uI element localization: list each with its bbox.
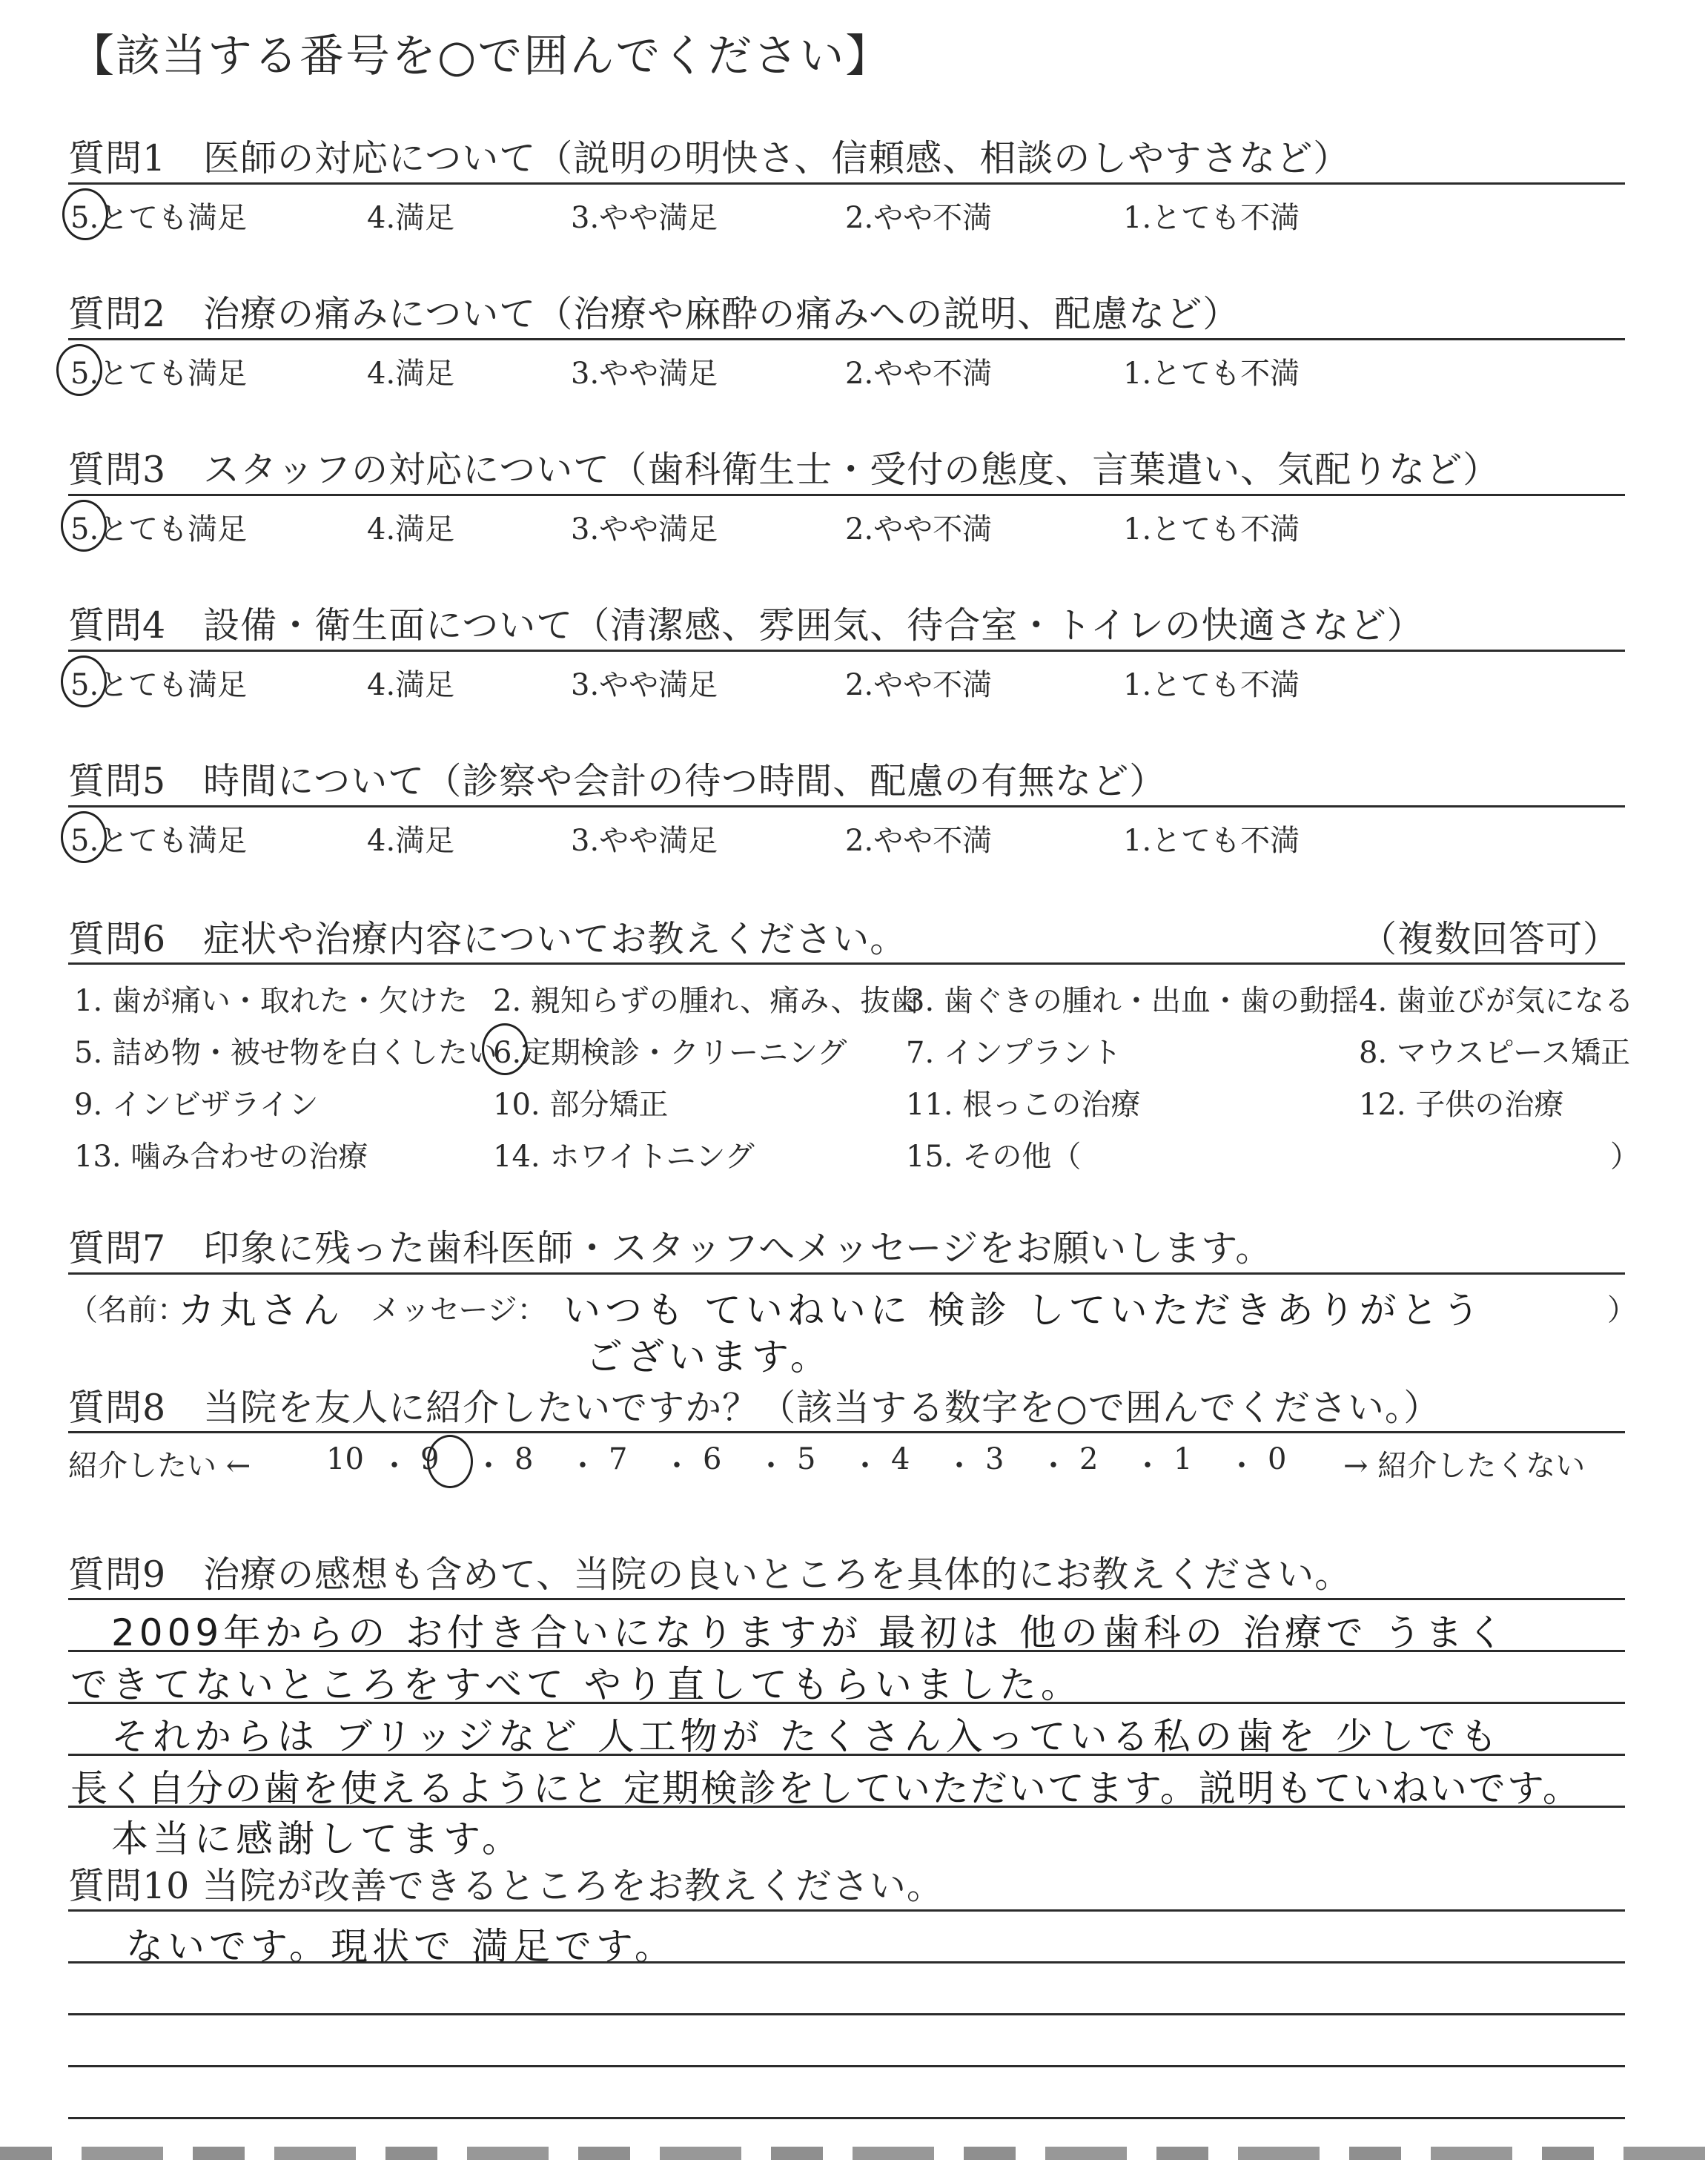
- q6-option-11[interactable]: 11. 根っこの治療: [906, 1088, 1141, 1122]
- q6-option-10[interactable]: 10. 部分矯正: [493, 1088, 669, 1122]
- q10-rule-3: [68, 2065, 1625, 2067]
- q8-scale-option-10[interactable]: 10: [326, 1442, 364, 1476]
- q8-scale-option-2[interactable]: 2: [1079, 1442, 1099, 1476]
- q3-option-1[interactable]: 1.とても不満: [1123, 512, 1300, 546]
- q8-scale-option-0[interactable]: 0: [1268, 1442, 1287, 1476]
- q9-rule-0: [68, 1598, 1625, 1600]
- q6-option-4[interactable]: 4. 歯並びが気になる: [1359, 984, 1634, 1018]
- q10-title: 質問10 当院が改善できるところをお教えください。: [68, 1865, 944, 1907]
- q2-selection-circle: [56, 344, 102, 396]
- q5-option-5[interactable]: 5.とても満足: [70, 824, 248, 858]
- q6-option-7[interactable]: 7. インプラント: [906, 1036, 1122, 1070]
- q1-selection-circle: [62, 188, 108, 240]
- q6-selection-circle: [482, 1023, 528, 1075]
- q6-rule: [68, 962, 1625, 965]
- q4-option-3[interactable]: 3.やや満足: [571, 668, 718, 702]
- q6-note: （複数回答可）: [1360, 918, 1621, 960]
- q10-rule-0: [68, 1909, 1625, 1912]
- q2-title: 質問2 治療の痛みについて（治療や麻酔の痛みへの説明、配慮など）: [68, 293, 1240, 335]
- q8-scale-separator: ・: [1039, 1449, 1068, 1483]
- q1-title: 質問1 医師の対応について（説明の明快さ、信頼感、相談のしやすさなど）: [68, 137, 1351, 179]
- q3-rule: [68, 494, 1625, 496]
- q2-option-2[interactable]: 2.やや不満: [845, 357, 993, 391]
- q10-rule-4: [68, 2117, 1625, 2119]
- q5-option-2[interactable]: 2.やや不満: [845, 824, 993, 858]
- cropped-next-section: [0, 2147, 1708, 2160]
- q9-answer-line-2[interactable]: できてないところをすべて やり直してもらいました。: [70, 1663, 1082, 1706]
- q7-name-label: （名前：: [68, 1293, 187, 1327]
- q5-option-4[interactable]: 4.満足: [367, 824, 455, 858]
- q8-scale-option-7[interactable]: 7: [609, 1442, 628, 1476]
- q6-option-15[interactable]: 15. その他（: [906, 1140, 1082, 1174]
- q3-title: 質問3 スタッフの対応について（歯科衛生士・受付の態度、言葉遣い、気配りなど）: [68, 449, 1500, 491]
- q3-option-4[interactable]: 4.満足: [367, 512, 455, 546]
- q7-message-label: メッセージ：: [371, 1293, 547, 1327]
- q8-scale-separator: ・: [568, 1449, 598, 1483]
- q8-scale-option-9[interactable]: 9: [420, 1442, 440, 1476]
- q6-option-6[interactable]: 6.定期検診・クリーニング: [493, 1036, 847, 1070]
- q7-message-line1[interactable]: いつも ていねいに 検診 していただきありがとう: [563, 1289, 1484, 1332]
- q8-scale-option-6[interactable]: 6: [703, 1442, 722, 1476]
- q2-option-5[interactable]: 5.とても満足: [70, 357, 248, 391]
- q8-scale-separator: ・: [850, 1449, 880, 1483]
- q9-answer-line-3[interactable]: それからは ブリッジなど 人工物が たくさん入っている私の歯を 少しでも: [111, 1715, 1502, 1758]
- q8-scale-option-1[interactable]: 1: [1174, 1442, 1193, 1476]
- q3-selection-circle: [61, 500, 107, 552]
- q5-option-3[interactable]: 3.やや満足: [571, 824, 718, 858]
- q6-option-14[interactable]: 14. ホワイトニング: [493, 1140, 755, 1174]
- q8-scale-separator: ・: [756, 1449, 786, 1483]
- q6-other-close-paren: ）: [1610, 1140, 1640, 1174]
- q2-option-3[interactable]: 3.やや満足: [571, 357, 718, 391]
- q3-option-3[interactable]: 3.やや満足: [571, 512, 718, 546]
- q6-option-1[interactable]: 1. 歯が痛い・取れた・欠けた: [74, 984, 468, 1018]
- q10-rule-2: [68, 2013, 1625, 2015]
- q8-scale-separator: ・: [380, 1449, 409, 1483]
- q4-option-4[interactable]: 4.満足: [367, 668, 455, 702]
- q8-rule: [68, 1431, 1625, 1433]
- q9-title: 質問9 治療の感想も含めて、当院の良いところを具体的にお教えください。: [68, 1553, 1352, 1596]
- q4-option-2[interactable]: 2.やや不満: [845, 668, 993, 702]
- q8-scale-separator: ・: [1227, 1449, 1257, 1483]
- q8-title: 質問8 当院を友人に紹介したいですか？（該当する数字を○で囲んでください。）: [68, 1387, 1441, 1429]
- q8-scale-option-3[interactable]: 3: [985, 1442, 1004, 1476]
- q5-option-1[interactable]: 1.とても不満: [1123, 824, 1300, 858]
- q1-option-1[interactable]: 1.とても不満: [1123, 201, 1300, 235]
- q1-option-2[interactable]: 2.やや不満: [845, 201, 993, 235]
- q7-message-line2[interactable]: ございます。: [586, 1335, 832, 1378]
- q7-title: 質問7 印象に残った歯科医師・スタッフへメッセージをお願いします。: [68, 1227, 1273, 1269]
- q8-scale-option-8[interactable]: 8: [514, 1442, 534, 1476]
- q6-option-2[interactable]: 2. 親知らずの腫れ、痛み、抜歯: [493, 984, 920, 1018]
- q1-option-4[interactable]: 4.満足: [367, 201, 455, 235]
- q6-option-8[interactable]: 8. マウスピース矯正: [1359, 1036, 1631, 1070]
- q6-option-3[interactable]: 3. 歯ぐきの腫れ・出血・歯の動揺: [906, 984, 1359, 1018]
- q8-selection-circle: [427, 1435, 473, 1488]
- q6-option-9[interactable]: 9. インビザライン: [74, 1088, 319, 1122]
- q9-answer-line-4[interactable]: 長く自分の歯を使えるようにと 定期検診をしていただいてます。説明もていねいです。: [70, 1767, 1581, 1810]
- q5-rule: [68, 805, 1625, 807]
- q2-option-4[interactable]: 4.満足: [367, 357, 455, 391]
- q3-option-5[interactable]: 5.とても満足: [70, 512, 248, 546]
- q4-option-5[interactable]: 5.とても満足: [70, 668, 248, 702]
- q1-rule: [68, 182, 1625, 185]
- q8-left-label: 紹介したい ←: [68, 1449, 251, 1483]
- q6-option-12[interactable]: 12. 子供の治療: [1359, 1088, 1564, 1122]
- q9-answer-line-1[interactable]: 2009年からの お付き合いになりますが 最初は 他の歯科の 治療で うまく: [111, 1611, 1509, 1654]
- q6-option-5[interactable]: 5. 詰め物・被せ物を白くしたい: [74, 1036, 497, 1070]
- q8-scale-option-4[interactable]: 4: [891, 1442, 910, 1476]
- q3-option-2[interactable]: 2.やや不満: [845, 512, 993, 546]
- q6-title: 質問6 症状や治療内容についてお教えください。: [68, 918, 907, 960]
- q8-right-label: → 紹介したくない: [1343, 1449, 1586, 1483]
- q2-rule: [68, 338, 1625, 340]
- q8-scale-separator: ・: [1133, 1449, 1162, 1483]
- q4-rule: [68, 650, 1625, 652]
- q9-answer-line-5[interactable]: 本当に感謝してます。: [111, 1817, 523, 1860]
- q8-scale-separator: ・: [474, 1449, 503, 1483]
- q8-scale-separator: ・: [662, 1449, 692, 1483]
- q7-rule: [68, 1272, 1625, 1275]
- q4-option-1[interactable]: 1.とても不満: [1123, 668, 1300, 702]
- q2-option-1[interactable]: 1.とても不満: [1123, 357, 1300, 391]
- q4-title: 質問4 設備・衛生面について（清潔感、雰囲気、待合室・トイレの快適さなど）: [68, 604, 1424, 647]
- q1-option-5[interactable]: 5.とても満足: [70, 201, 248, 235]
- q5-selection-circle: [61, 811, 107, 863]
- q7-close-paren: ）: [1607, 1293, 1637, 1327]
- q8-scale-option-5[interactable]: 5: [797, 1442, 816, 1476]
- q1-option-3[interactable]: 3.やや満足: [571, 201, 718, 235]
- q10-answer-line-1[interactable]: ないです。現状で 満足です。: [126, 1925, 676, 1968]
- q5-title: 質問5 時間について（診察や会計の待つ時間、配慮の有無など）: [68, 760, 1167, 802]
- form-heading: 【該当する番号を○で囲んでください】: [70, 30, 892, 82]
- q8-scale-separator: ・: [944, 1449, 974, 1483]
- q7-name-value[interactable]: カ丸さん: [178, 1289, 344, 1332]
- q4-selection-circle: [61, 655, 107, 707]
- q6-option-13[interactable]: 13. 噛み合わせの治療: [74, 1140, 368, 1174]
